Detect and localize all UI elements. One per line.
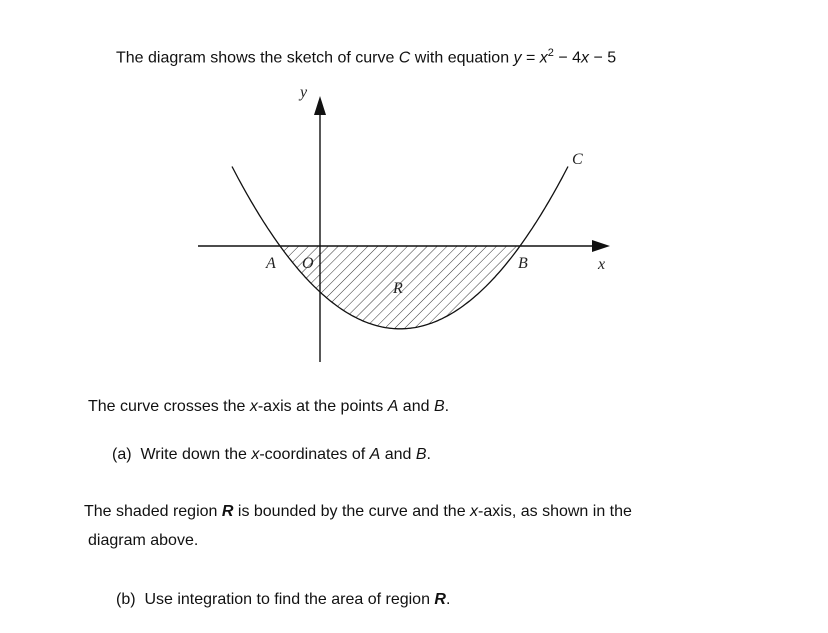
shaded-R: R (221, 503, 234, 520)
x-axis-arrow (592, 240, 610, 252)
region-label: R (393, 280, 403, 297)
curve-label: C (572, 151, 583, 168)
intro-sup: 2 (547, 47, 554, 59)
part-a-text2: -coordinates of (259, 446, 370, 463)
y-axis-label: y (300, 84, 308, 101)
crosses-line (88, 398, 449, 416)
part-b-text: Use integration to find the area of region (144, 591, 435, 608)
shaded-text-b: is bounded by the curve and the (233, 503, 471, 520)
intro-text: The diagram shows the sketch of curve (116, 49, 399, 67)
shaded-text-c: -axis, as shown in the (478, 503, 632, 520)
part-a-x: x (251, 446, 260, 463)
shaded-text-a: The shaded region (84, 503, 222, 520)
shaded-line-1 (84, 503, 632, 521)
shaded-line-2: diagram above. (88, 532, 199, 549)
crosses-end: . (444, 398, 450, 415)
intro-eq: = (521, 49, 540, 67)
part-a-A: A (369, 446, 381, 463)
crosses-text-b: -axis at the points (257, 398, 388, 415)
crosses-a: A (387, 398, 399, 415)
crosses-and: and (398, 398, 434, 415)
x-axis-label: x (598, 256, 606, 273)
intro-text-mid: with equation (410, 49, 514, 67)
part-a-text: Write down the (140, 446, 252, 463)
intro-tail: − 5 (589, 49, 617, 67)
part-a-label: (a) (112, 446, 132, 463)
part-a (112, 446, 431, 464)
part-a-B: B (415, 446, 427, 463)
crosses-b: B (433, 398, 445, 415)
part-b (116, 591, 450, 609)
intro-y: y (513, 49, 522, 67)
intro-x2: x (581, 49, 590, 67)
point-b-label: B (518, 255, 528, 272)
shaded-x: x (470, 503, 479, 520)
point-a-label: A (266, 255, 276, 272)
intro-curve: C (398, 49, 411, 67)
crosses-x: x (249, 398, 258, 415)
part-b-end: . (445, 591, 451, 608)
part-a-end: . (426, 446, 431, 463)
intro-x1: x (539, 49, 548, 67)
part-a-and: and (380, 446, 416, 463)
origin-label: O (302, 255, 314, 272)
crosses-text: The curve crosses the (88, 398, 250, 415)
y-axis-arrow (314, 96, 326, 115)
intro-minus: − 4 (553, 49, 582, 67)
part-b-label: (b) (116, 591, 136, 608)
part-b-R: R (434, 591, 446, 608)
